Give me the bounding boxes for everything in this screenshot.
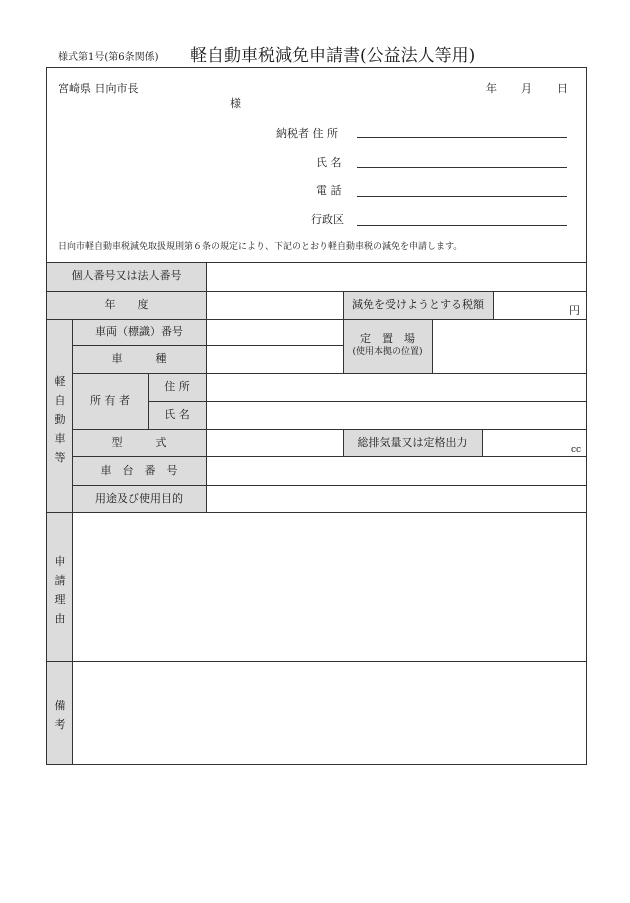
date-year: 年 xyxy=(486,82,497,95)
remarks-label xyxy=(53,696,67,734)
addressee: 宮崎県 日向市長 xyxy=(58,82,139,95)
personal-number-field[interactable] xyxy=(207,263,586,290)
shade-storage xyxy=(343,319,432,373)
usage-field[interactable] xyxy=(207,486,586,511)
district-field[interactable] xyxy=(357,225,567,226)
declaration-text: 日向市軽自動車税減免取扱規則第６条の規定により、下記のとおり軽自動車税の減免を申請します。 xyxy=(58,242,463,252)
remarks-text: 備 考 xyxy=(54,699,66,731)
owner-name-label: 氏 名 xyxy=(164,408,190,421)
date-month: 月 xyxy=(521,82,532,95)
rule-storage-left xyxy=(343,319,344,373)
storage-field[interactable] xyxy=(433,320,586,372)
model-field[interactable] xyxy=(207,430,342,455)
fiscal-year-label: 年 度 xyxy=(104,298,149,311)
honorific: 様 xyxy=(230,97,241,110)
yen-unit: 円 xyxy=(569,304,580,317)
form-number: 様式第1号(第6条関係) xyxy=(58,52,159,63)
chassis-number-field[interactable] xyxy=(207,457,586,484)
chassis-number-label: 車 台 番 号 xyxy=(100,464,178,477)
phone-field[interactable] xyxy=(357,196,567,197)
owner-address-field[interactable] xyxy=(207,374,586,400)
vehicle-section-text: 軽 自 動 車 等 xyxy=(54,375,66,464)
cc-unit: cc xyxy=(571,445,582,455)
owner-name-field[interactable] xyxy=(207,402,586,428)
date-day: 日 xyxy=(557,82,568,95)
storage-sub-label: (使用本拠の位置) xyxy=(352,347,423,357)
vehicle-section-label xyxy=(53,372,67,467)
name-field[interactable] xyxy=(357,167,567,168)
usage-label: 用途及び使用目的 xyxy=(95,492,183,505)
owner-label: 所 有 者 xyxy=(90,394,130,407)
personal-number-label: 個人番号又は法人番号 xyxy=(71,269,182,282)
form-title: 軽自動車税減免申請書(公益法人等用) xyxy=(190,46,476,66)
model-label: 型 式 xyxy=(111,436,167,449)
displacement-label: 総排気量又は定格出力 xyxy=(357,436,468,449)
taxpayer-address-field[interactable] xyxy=(357,137,567,138)
fiscal-year-field[interactable] xyxy=(207,292,342,318)
vehicle-type-field[interactable] xyxy=(207,346,342,372)
reason-text: 申 請 理 由 xyxy=(54,555,66,625)
vehicle-number-field[interactable] xyxy=(207,320,342,344)
phone-label: 電 話 xyxy=(316,184,342,197)
reduction-amount-label: 減免を受けようとする税額 xyxy=(352,298,484,311)
vehicle-type-label: 車 種 xyxy=(111,352,167,365)
remarks-field[interactable] xyxy=(73,662,586,763)
reason-label xyxy=(53,552,67,628)
vehicle-number-label: 車両（標識）番号 xyxy=(95,325,183,338)
owner-address-label: 住 所 xyxy=(164,380,190,393)
name-label: 氏 名 xyxy=(316,156,342,169)
storage-label: 定 置 場 xyxy=(360,332,415,345)
taxpayer-address-label: 納税者 住 所 xyxy=(276,127,338,140)
district-label: 行政区 xyxy=(311,213,344,226)
reason-field[interactable] xyxy=(73,513,586,660)
